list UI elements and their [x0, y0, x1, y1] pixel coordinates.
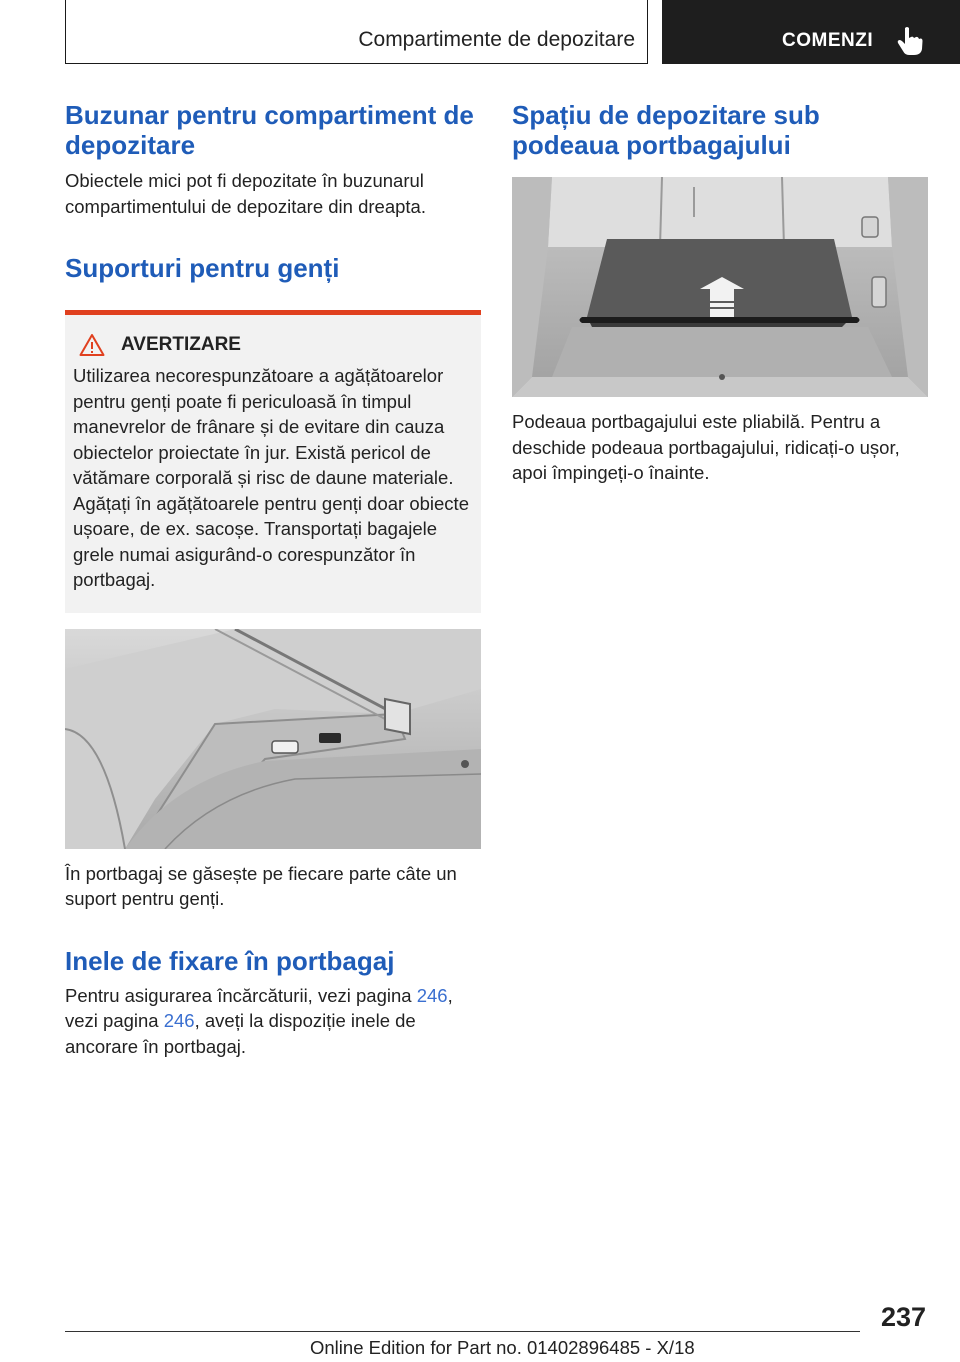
chapter-tab-label: COMENZI	[782, 30, 874, 51]
page-link-246-b[interactable]: 246	[163, 1010, 195, 1031]
heading-bag-hooks: Suporturi pentru genți	[65, 253, 340, 283]
section-title: Compartimente de depozitare	[358, 28, 635, 51]
page-number: 237	[881, 1302, 927, 1332]
warning-text: Utilizarea necorespunzătoare a agățătoarelor pentru genți poate fi periculoasă în timpul manevrelor de frânare și de evitare din cauza obiectelor proiectate în jur. Există pericol de vătămare corporală și risc de daune materiale. Agățați în agățătoarele pentru genți doar obiecte ușoare, de ex. sacoșe. Transportați bagajele grele numai asigurând-o corespunzător în portbagaj.	[73, 365, 469, 590]
header-frame	[65, 0, 648, 64]
chapter-tab[interactable]	[662, 0, 960, 64]
heading-tie-down-rings: Inele de fixare în portbagaj	[65, 945, 395, 976]
page-link-246-a[interactable]: 246	[416, 984, 448, 1006]
left-column	[65, 100, 481, 1059]
footer-edition: Online Edition for Part no. 01402896485 - X/18	[310, 1337, 695, 1358]
warning-block	[65, 310, 481, 613]
tie-down-text-part2: , vezi pagina	[65, 984, 453, 1031]
storage-pocket-text: Obiectele mici pot fi depozitate în buzunarul compartimentului de depozitare din dreapta.	[65, 170, 426, 217]
warning-title: AVERTIZARE	[121, 334, 241, 355]
bag-hook-caption: În portbagaj se găsește pe fiecare parte câte un suport pentru genți.	[65, 862, 457, 909]
trunk-floor-photo	[512, 177, 928, 397]
heading-underfloor-storage: Spațiu de depozitare sub podeaua portbagajului	[512, 100, 820, 160]
heading-storage-pocket: Buzunar pentru compartiment de depozitare	[65, 100, 474, 160]
pointing-hand-icon	[897, 26, 923, 56]
footer-rule	[65, 1331, 860, 1332]
underfloor-caption: Podeaua portbagajului este pliabilă. Pentru a deschide podeaua portbagajului, ridicați-o ușor, apoi împingeți-o înainte.	[512, 411, 900, 483]
tie-down-text	[65, 983, 481, 1060]
warning-triangle-icon	[79, 333, 105, 357]
bag-hook-photo	[65, 629, 481, 849]
tie-down-text-part3: , aveți la dispoziție inele de ancorare în portbagaj.	[65, 1010, 416, 1057]
tie-down-text-part1: Pentru asigurarea încărcăturii, vezi pagina	[65, 984, 417, 1006]
right-column	[512, 100, 928, 486]
warning-box	[65, 315, 481, 613]
